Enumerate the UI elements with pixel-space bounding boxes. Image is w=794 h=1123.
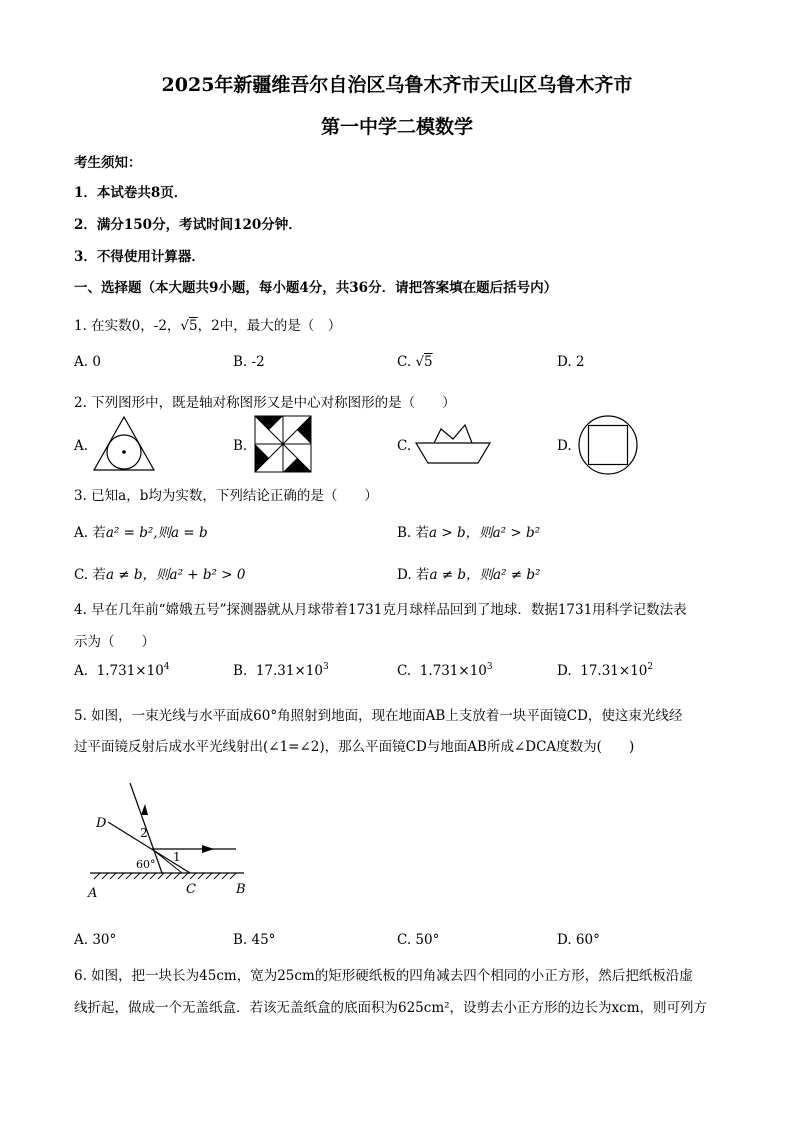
notice-item-3: 3．不得使用计算器． [74,249,205,265]
q3-b-expr: a > b，则a² > b² [429,525,541,541]
q4-a-exp: 4 [163,662,170,672]
q5-label-c: C [186,882,196,897]
sqrt-icon: √ [415,354,425,370]
question-3-stem: 3. 已知a，b均为实数，下列结论正确的是（ ） [74,488,378,504]
page-title-line2: 第一中学二模数学 [320,116,473,138]
question-5-stem-line2: 过平面镜反射后成水平光线射出(∠1=∠2)，那么平面镜CD与地面AB所成∠DCA度数为( ) [74,739,635,755]
q3-option-c [74,563,245,583]
q4-option-c [397,662,493,679]
q3-c-prefix: C. 若 [74,567,106,583]
q3-option-d [397,563,540,583]
question-4-stem-line1: 4. 早在几年前“嫦娥五号”探测器就从月球带着1731克月球样品回到了地球．数据1731用科学记数法表 [74,602,687,618]
notice-heading: 考生须知： [74,155,142,171]
q3-option-a [74,521,208,541]
section-heading: 一、选择题（本大题共9小题，每小题4分，共36分．请把答案填在题后括号内） [74,280,558,296]
q5-option-b: B. 45° [233,932,276,948]
q1-option-b: B. -2 [233,354,265,370]
q1-stem-a: 1. 在实数0，-2， [74,318,181,334]
q1-stem-root: 5 [189,318,198,334]
q1-option-c-root: 5 [424,354,433,370]
q2-figure-d-square-in-circle [577,414,639,476]
q3-c-expr: a ≠ b，则a² + b² > 0 [105,567,246,583]
q1-option-c-label: C. [397,354,412,370]
q5-label-d: D [96,816,107,831]
q3-d-prefix: D. 若 [397,567,430,583]
q3-a-expr: a² = b²,则a = b [105,525,208,541]
q3-d-expr: a ≠ b，则a² ≠ b² [429,567,541,583]
q4-b-mant: 17.31×10 [255,663,323,679]
q2-option-b-label: B. [233,438,248,454]
question-1-stem [74,314,341,334]
question-2-stem: 2. 下列图形中，既是轴对称图形又是中心对称图形的是（ ） [74,395,456,411]
q5-label-1: 1 [173,850,181,864]
notice-item-2: 2．满分150分，考试时间120分钟． [74,217,302,233]
q1-option-c [397,354,433,370]
q1-stem-b: ，2中，最大的是（ ） [197,318,342,334]
q4-c-exp: 3 [486,662,493,672]
q3-b-prefix: B. 若 [397,525,430,541]
question-4-stem-line2: 示为（ ） [74,634,155,650]
q2-figure-b-pinwheel [253,414,313,474]
q4-b-label: B. [233,663,248,679]
sqrt-icon: √ [180,318,190,334]
q5-label-a: A [88,886,98,901]
q2-option-a-label: A. [74,438,89,454]
q4-option-d [557,662,653,679]
q1-option-a: A. 0 [74,354,101,370]
q4-b-exp: 3 [322,662,329,672]
question-5-stem-line1: 5. 如图，一束光线与水平面成60°角照射到地面，现在地面AB上支放着一块平面镜CD，使这束光线经 [74,708,683,724]
q4-a-mant: 1.731×10 [96,663,164,679]
q2-option-d-label: D. [557,438,572,454]
q4-d-label: D. [557,663,572,679]
page-title-line1: 2025年新疆维吾尔自治区乌鲁木齐市天山区乌鲁木齐市 [161,74,633,96]
q2-option-c-label: C. [397,438,412,454]
q4-c-mant: 1.731×10 [419,663,487,679]
q3-a-prefix: A. 若 [74,525,106,541]
q5-option-d: D. 60° [557,932,600,948]
q4-d-mant: 17.31×10 [580,663,648,679]
q4-d-exp: 2 [647,662,654,672]
q1-option-d: D. 2 [557,354,585,370]
q5-label-b: B [236,882,246,897]
q5-option-c: C. 50° [397,932,440,948]
q5-label-60: 60° [136,858,156,871]
q5-figure-mirror [78,775,268,905]
question-6-stem-line1: 6. 如图，把一块长为45cm，宽为25cm的矩形硬纸板的四角减去四个相同的小正方形，然后把纸板沿虚 [74,968,693,984]
q3-option-b [397,521,540,541]
notice-item-1: 1．本试卷共8页． [74,185,188,201]
q4-option-b [233,662,329,679]
question-6-stem-line2: 线折起，做成一个无盖纸盒．若该无盖纸盒的底面积为625cm²，设剪去小正方形的边长为xcm，则可列方 [74,1000,708,1016]
q2-figure-c-boat [414,421,492,467]
q4-option-a [74,662,170,679]
q4-c-label: C. [397,663,412,679]
q5-label-2: 2 [140,826,148,840]
q2-figure-a-triangle-circle [92,415,156,473]
q5-option-a: A. 30° [74,932,117,948]
q4-a-label: A. [74,663,89,679]
